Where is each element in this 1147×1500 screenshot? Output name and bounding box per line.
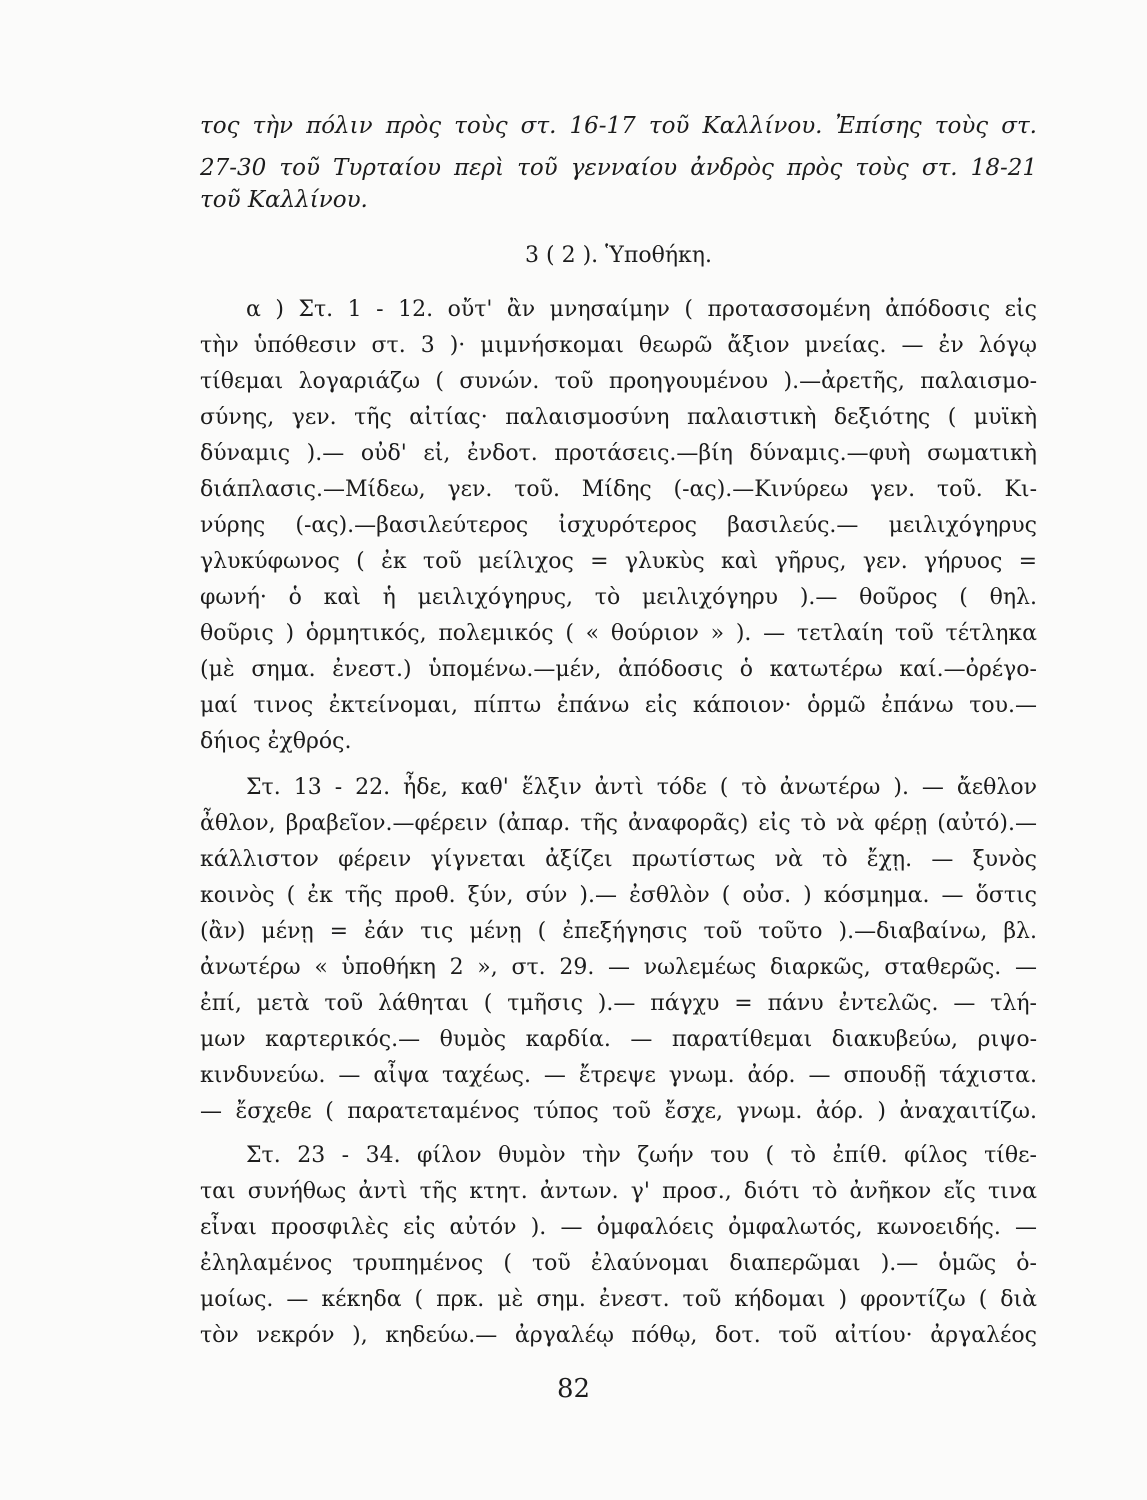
text-line: τὸν νεκρόν ), κηδεύω.— ἀργαλέῳ πόθῳ, δοτ. τοῦ αἰτίου· ἀργαλέος	[200, 1323, 1037, 1348]
text-line: τοῦ Καλλίνου.	[200, 187, 368, 213]
text-line: διάπλασις.—Μίδεω, γεν. τοῦ. Μίδης (-ας).—Κινύρεω γεν. τοῦ. Κι-	[200, 477, 1037, 502]
text-line: ἐπί, μετὰ τοῦ λάθηται ( τμῆσις ).— πάγχυ = πάνυ ἐντελῶς. — τλή-	[200, 991, 1037, 1016]
text-line: κινδυνεύω. — αἶψα ταχέως. — ἔτρεψε γνωμ. ἀόρ. — σπουδῇ τάχιστα.	[200, 1063, 1037, 1088]
text-line: τὴν ὑπόθεσιν στ. 3 )· μιμνήσκομαι θεωρῶ ἄξιον μνείας. — ἐν λόγῳ	[200, 333, 1037, 358]
text-line: ἐληλαμένος τρυπημένος ( τοῦ ἐλαύνομαι διαπερῶμαι ).— ὁμῶς ὁ-	[200, 1251, 1037, 1276]
text-line: 27-30 τοῦ Τυρταίου περὶ τοῦ γενναίου ἀνδρὸς πρὸς τοὺς στ. 18-21	[200, 155, 1037, 181]
text-line: κάλλιστον φέρειν γίγνεται ἀξίζει πρωτίστως νὰ τὸ ἔχῃ. — ξυνὸς	[200, 847, 1037, 872]
text-line: θοῦρις ) ὁρμητικός, πολεμικός ( « θούριον » ). — τετλαίη τοῦ τέτληκα	[200, 621, 1037, 646]
text-line: κοινὸς ( ἐκ τῆς προθ. ξύν, σύν ).— ἐσθλὸν ( οὐσ. ) κόσμημα. — ὅστις	[200, 883, 1037, 908]
text-line: μαί τινος ἐκτείνομαι, πίπτω ἐπάνω εἰς κάποιον· ὁρμῶ ἐπάνω του.—	[200, 693, 1037, 718]
text-line: τίθεμαι λογαριάζω ( συνών. τοῦ προηγουμένου ).—ἀρετῆς, παλαισμο-	[200, 369, 1037, 394]
text-line: Στ. 23 - 34. φίλον θυμὸν τὴν ζωήν του ( τὸ ἐπίθ. φίλος τίθε-	[246, 1143, 1037, 1168]
section-heading: 3 ( 2 ). Ὑποθήκη.	[525, 243, 712, 268]
text-line: μοίως. — κέκηδα ( πρκ. μὲ σημ. ἐνεστ. τοῦ κήδομαι ) φροντίζω ( διὰ	[200, 1287, 1037, 1312]
text-line: φωνή· ὁ καὶ ἡ μειλιχόγηρυς, τὸ μειλιχόγηρυ ).— θοῦρος ( θηλ.	[200, 585, 1037, 610]
text-line: ἆθλον, βραβεῖον.—φέρειν (ἀπαρ. τῆς ἀναφορᾶς) εἰς τὸ νὰ φέρῃ (αὐτό).—	[200, 811, 1037, 836]
text-line: (μὲ σημα. ἐνεστ.) ὑπομένω.—μέν, ἀπόδοσις ὁ κατωτέρω καί.—ὀρέγο-	[200, 657, 1037, 682]
text-line: εἶναι προσφιλὲς εἰς αὐτόν ). — ὀμφαλόεις ὀμφαλωτός, κωνοειδής. —	[200, 1215, 1037, 1240]
text-line: δύναμις ).— οὐδ' εἰ, ἐνδοτ. προτάσεις.—βίη δύναμις.—φυὴ σωματικὴ	[200, 441, 1037, 466]
text-line: — ἔσχεθε ( παρατεταμένος τύπος τοῦ ἔσχε, γνωμ. ἀόρ. ) ἀναχαιτίζω.	[200, 1099, 1037, 1124]
text-line: (ἂν) μένῃ = ἐάν τις μένῃ ( ἐπεξήγησις τοῦ τοῦτο ).—διαβαίνω, βλ.	[200, 919, 1037, 944]
text-line: ται συνήθως ἀντὶ τῆς κτητ. ἀντων. γ' προσ., διότι τὸ ἀνῆκον εἴς τινα	[200, 1179, 1037, 1204]
page-number: 82	[556, 1374, 591, 1404]
text-line: Στ. 13 - 22. ἦδε, καθ' ἕλξιν ἀντὶ τόδε ( τὸ ἀνωτέρω ). — ἄεθλον	[246, 775, 1037, 800]
text-line: ἀνωτέρω « ὑποθήκη 2 », στ. 29. — νωλεμέως διαρκῶς, σταθερῶς. —	[200, 955, 1037, 980]
text-line: σύνης, γεν. τῆς αἰτίας· παλαισμοσύνη παλαιστικὴ δεξιότης ( μυϊκὴ	[200, 405, 1037, 430]
text-line: νύρης (-ας).—βασιλεύτερος ἰσχυρότερος βασιλεύς.— μειλιχόγηρυς	[200, 513, 1037, 538]
text-line: τος τὴν πόλιν πρὸς τοὺς στ. 16-17 τοῦ Καλλίνου. Ἐπίσης τοὺς στ.	[200, 113, 1037, 139]
text-line: δήιος ἐχθρός.	[200, 729, 352, 754]
text-line: γλυκύφωνος ( ἐκ τοῦ μείλιχος = γλυκὺς καὶ γῆρυς, γεν. γήρυος =	[200, 549, 1037, 574]
text-line: α ) Στ. 1 - 12. οὔτ' ἂν μνησαίμην ( προτασσομένη ἀπόδοσις εἰς	[246, 297, 1037, 322]
text-line: μων καρτερικός.— θυμὸς καρδία. — παρατίθεμαι διακυβεύω, ριψο-	[200, 1027, 1037, 1052]
